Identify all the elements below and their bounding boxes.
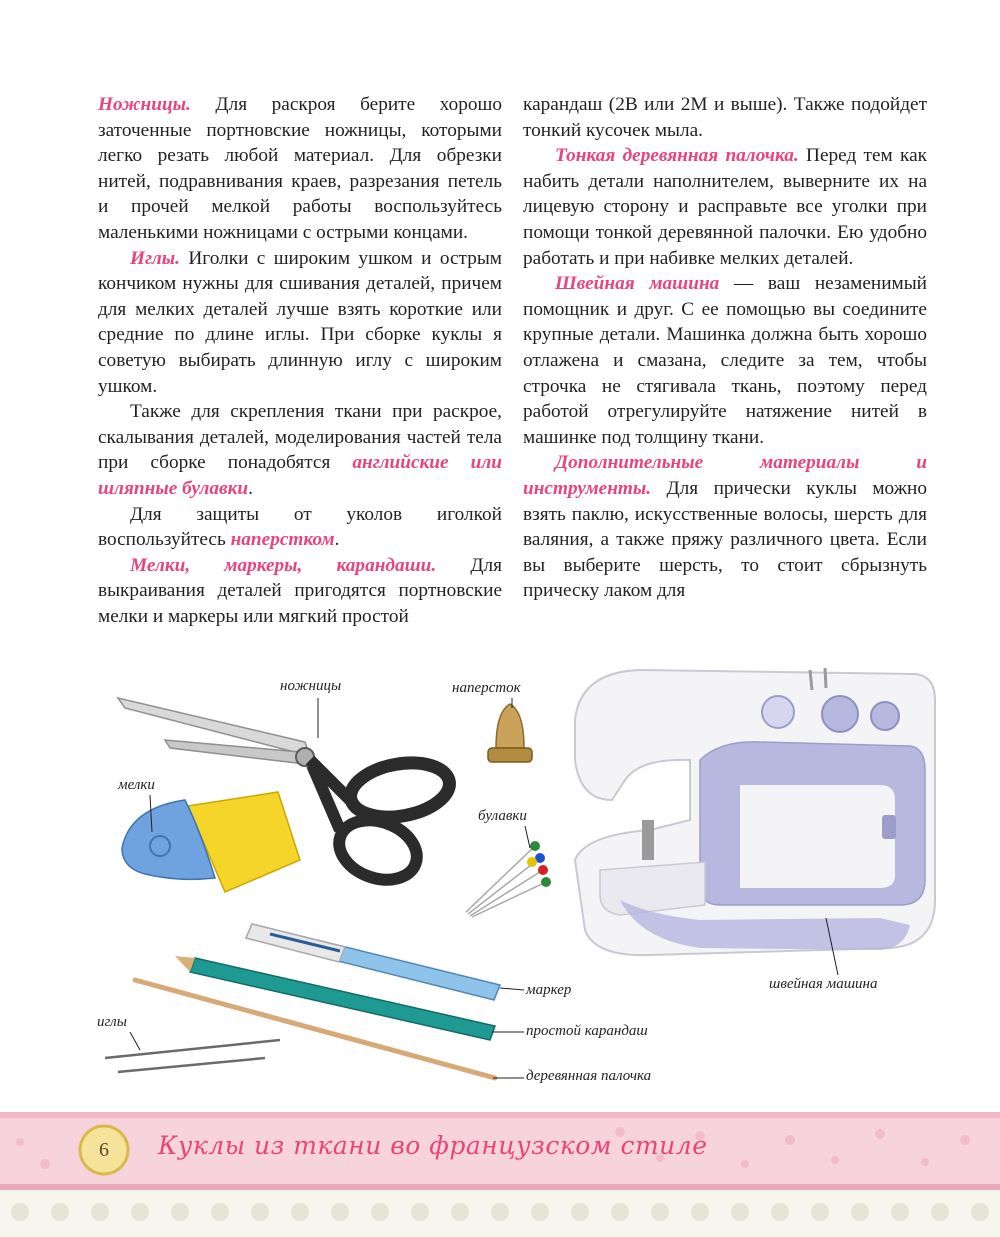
label-marker: маркер — [526, 982, 572, 998]
paragraph-text: Также для скрепления ткани при раскрое, скалывания деталей, моделирования частей тела при сборке понадобятся — [98, 401, 502, 474]
paragraph-text: Для прически куклы можно взять паклю, искусственные волосы, шерсть для валяния, а также пряжу различного цвета. Если вы выберите шерсть, то стоит сбрызнуть прическу лаком для — [523, 477, 927, 602]
term-scissors: Ножницы. — [98, 94, 191, 115]
paragraph-markers — [98, 553, 502, 630]
term-extras: Дополнительные материалы и инструменты. — [523, 452, 927, 499]
pencil-icon — [175, 956, 495, 1040]
paragraph-text: Для раскроя берите хорошо заточенные портновские ножницы, которыми легко резать любой материал. Для обрезки нитей, подравнивания краев, разрезания петель и прочей мелкой работы воспользуйтесь маленькими ножницами с острыми концами. — [98, 94, 502, 243]
label-needles: иглы — [97, 1014, 127, 1030]
paragraph-pencil-cont — [523, 92, 927, 143]
term-markers: Мелки, маркеры, карандаши. — [130, 554, 437, 576]
label-scissors: ножницы — [280, 678, 342, 694]
paragraph-machine — [523, 271, 927, 450]
label-pencil: простой карандаш — [526, 1023, 648, 1039]
book-title: Куклы из ткани во французском стиле — [158, 1131, 708, 1160]
paragraph-extras — [523, 450, 927, 604]
paragraph-needles — [98, 246, 502, 400]
term-stick: Тонкая деревянная палочка. — [555, 145, 799, 167]
chalk-icon — [122, 792, 300, 892]
thimble-icon — [488, 704, 532, 762]
sewing-machine-icon — [575, 668, 935, 955]
tools-illustration — [0, 660, 1000, 1100]
paragraph-scissors — [98, 92, 502, 246]
label-pins: булавки — [478, 808, 527, 824]
paragraph-text: Иголки с широким ушком и острым кончиком нужны для сшивания деталей, причем для мелких деталей лучше взять короткие или средние по длине иглы. При сборке куклы я советую выбирать длинную иглу с широким ушком. — [98, 247, 502, 397]
term-thimble: наперстком — [230, 529, 335, 551]
paragraph-text: Для защиты от уколов иголкой воспользуйтесь — [98, 503, 502, 551]
pins-icon — [466, 841, 551, 917]
label-machine: швейная машина — [769, 976, 878, 992]
label-chalk: мелки — [118, 777, 155, 793]
paragraph-thimble — [98, 502, 502, 553]
paragraph-pins — [98, 399, 502, 501]
right-text-column — [523, 92, 927, 604]
punctuation: . — [334, 529, 340, 551]
paragraph-text: Для выкраивания деталей пригодятся портновские мелки и маркеры или мягкий простой — [98, 554, 502, 627]
term-pins: английские или шляпные булавки — [98, 452, 502, 499]
term-machine: Швейная машина — [555, 273, 720, 295]
paragraph-text: карандаш (2В или 2М и выше). Также подойдет тонкий кусочек мыла. — [523, 94, 927, 141]
paragraph-text: — ваш незаменимый помощник и друг. С ее помощью вы соедините крупные детали. Машинка должна быть хорошо отлажена и смазана, следите за тем, чтобы строчка не стягивала ткань, поэтому перед работой отрегулируйте натяжение нитей в машинке под толщину ткани. — [523, 273, 927, 448]
label-thimble: наперсток — [452, 680, 521, 696]
label-stick: деревянная палочка — [526, 1068, 652, 1084]
punctuation: . — [248, 477, 253, 499]
paragraph-stick — [523, 143, 927, 271]
page-number: 6 — [99, 1139, 109, 1161]
left-text-column — [98, 92, 502, 629]
paragraph-text: Перед тем как набить детали наполнителем, выверните их на лицевую сторону и расправьте все уголки при помощи тонкой деревянной палочки. Ею удобно работать и при набивке мелких деталей. — [523, 145, 927, 269]
term-needles: Иглы. — [130, 247, 180, 269]
needles-icon — [105, 1040, 280, 1072]
